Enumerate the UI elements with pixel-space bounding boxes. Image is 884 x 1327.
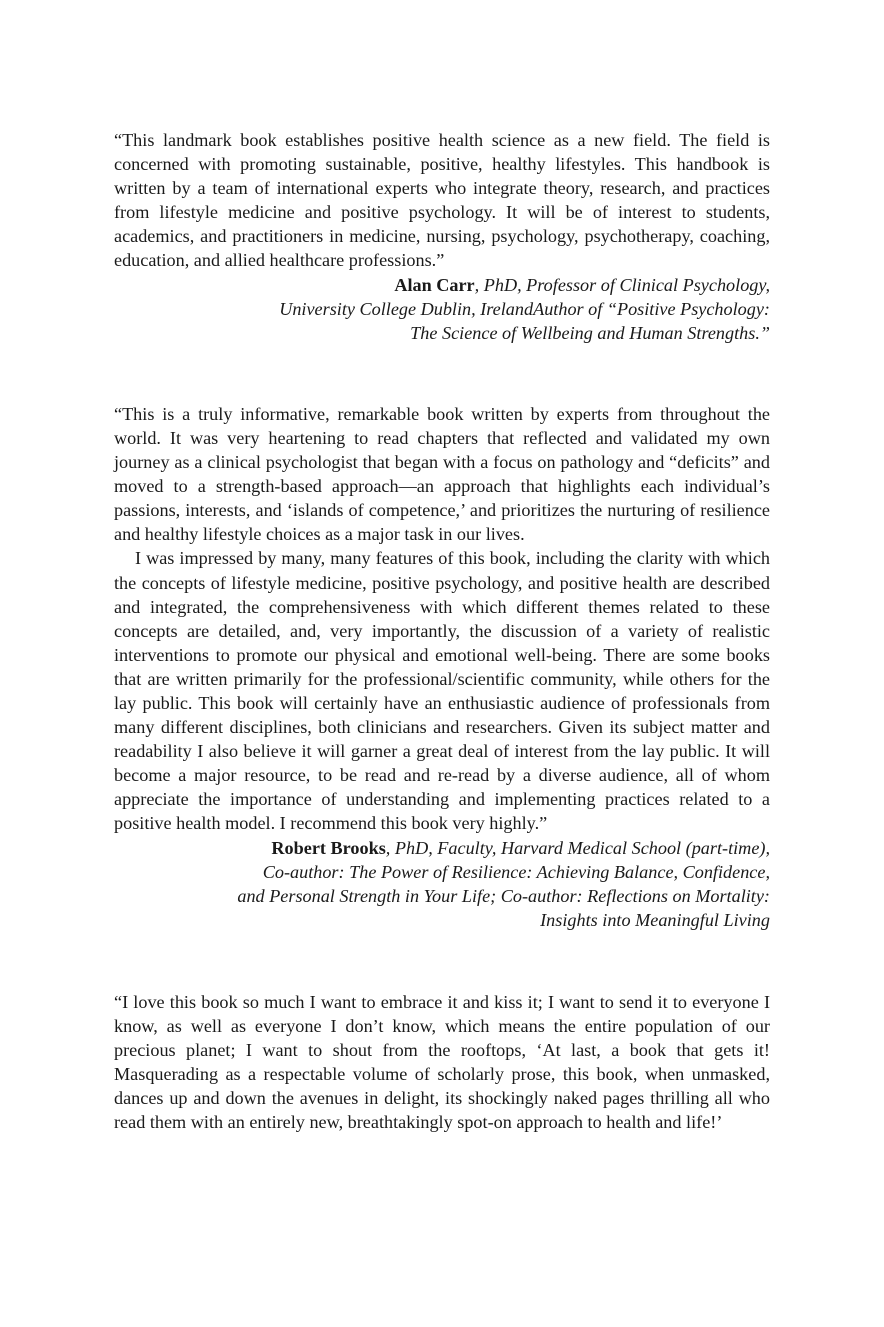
attribution-line xyxy=(114,273,770,297)
endorsement-paragraph: I was impressed by many, many features of this book, including the clarity with which the concepts of lifestyle medicine, positive psychology, and positive health are described and integrated, the comprehensiveness with which different themes related to these concepts are detailed, and, very importantly, the discussion of a variety of realistic interventions to promote our physical and emotional well-being. There are some books that are written primarily for the professional/scientific community, while others for the lay public. This book will certainly have an enthusiastic audience of professionals from many different disciplines, both clinicians and researchers. Given its subject matter and readability I also believe it will garner a great deal of interest from the lay public. It will become a major resource, to be read and re-read by a diverse audience, all of whom appreciate the importance of understanding and implementing practices related to a positive health model. I recommend this book very highly.” xyxy=(114,548,770,834)
endorsement-third xyxy=(114,990,770,1135)
author-credentials: , PhD, Faculty, Harvard Medical School (part-time), xyxy=(385,837,770,858)
attribution-line: Co-author: The Power of Resilience: Achieving Balance, Confidence, xyxy=(262,861,770,882)
section-spacer xyxy=(114,932,770,990)
endorsement-paragraph: “This is a truly informative, remarkable book written by experts from throughout the world. It was very heartening to read chapters that reflected and validated my own journey as a clinical psychologist that began with a focus on pathology and “deficits” and moved to a strength-based approach—an approach that highlights each individual’s passions, interests, and ‘islands of competence,’ and prioritizes the nurturing of resilience and healthy lifestyle choices as a major task in our lives. xyxy=(114,403,770,545)
author-name: Robert Brooks xyxy=(271,837,386,858)
attribution-line: and Personal Strength in Your Life; Co-author: Reflections on Mortality: xyxy=(237,885,770,906)
endorsement-robert-brooks xyxy=(114,402,770,932)
endorsement-paragraph: “I love this book so much I want to embrace it and kiss it; I want to send it to everyone I know, as well as everyone I don’t know, which means the entire population of our precious planet; I want to shout from the rooftops, ‘At last, a book that gets it! Masquerading as a respectable volume of scholarly prose, this book, when unmasked, dances up and down the avenues in delight, its shockingly naked pages thrilling all who read them with an entirely new, breathtakingly spot-on approach to health and life!’ xyxy=(114,991,770,1133)
attribution-line xyxy=(114,836,770,860)
attribution xyxy=(114,836,770,932)
author-credentials: , PhD, Professor of Clinical Psychology, xyxy=(474,274,770,295)
page-content xyxy=(114,128,770,1134)
endorsement-alan-carr xyxy=(114,128,770,345)
attribution-line: The Science of Wellbeing and Human Strengths.” xyxy=(410,322,770,343)
attribution xyxy=(114,273,770,345)
attribution-line: University College Dublin, IrelandAuthor of “Positive Psychology: xyxy=(279,298,770,319)
attribution-line: Insights into Meaningful Living xyxy=(540,909,770,930)
section-spacer xyxy=(114,345,770,402)
endorsement-paragraph: “This landmark book establishes positive health science as a new field. The field is concerned with promoting sustainable, positive, healthy lifestyles. This handbook is written by a team of international experts who integrate theory, research, and practices from lifestyle medicine and positive psychology. It will be of interest to students, academics, and practitioners in medicine, nursing, psychology, psychotherapy, coaching, education, and allied healthcare professions.” xyxy=(114,130,770,271)
author-name: Alan Carr xyxy=(394,274,475,295)
